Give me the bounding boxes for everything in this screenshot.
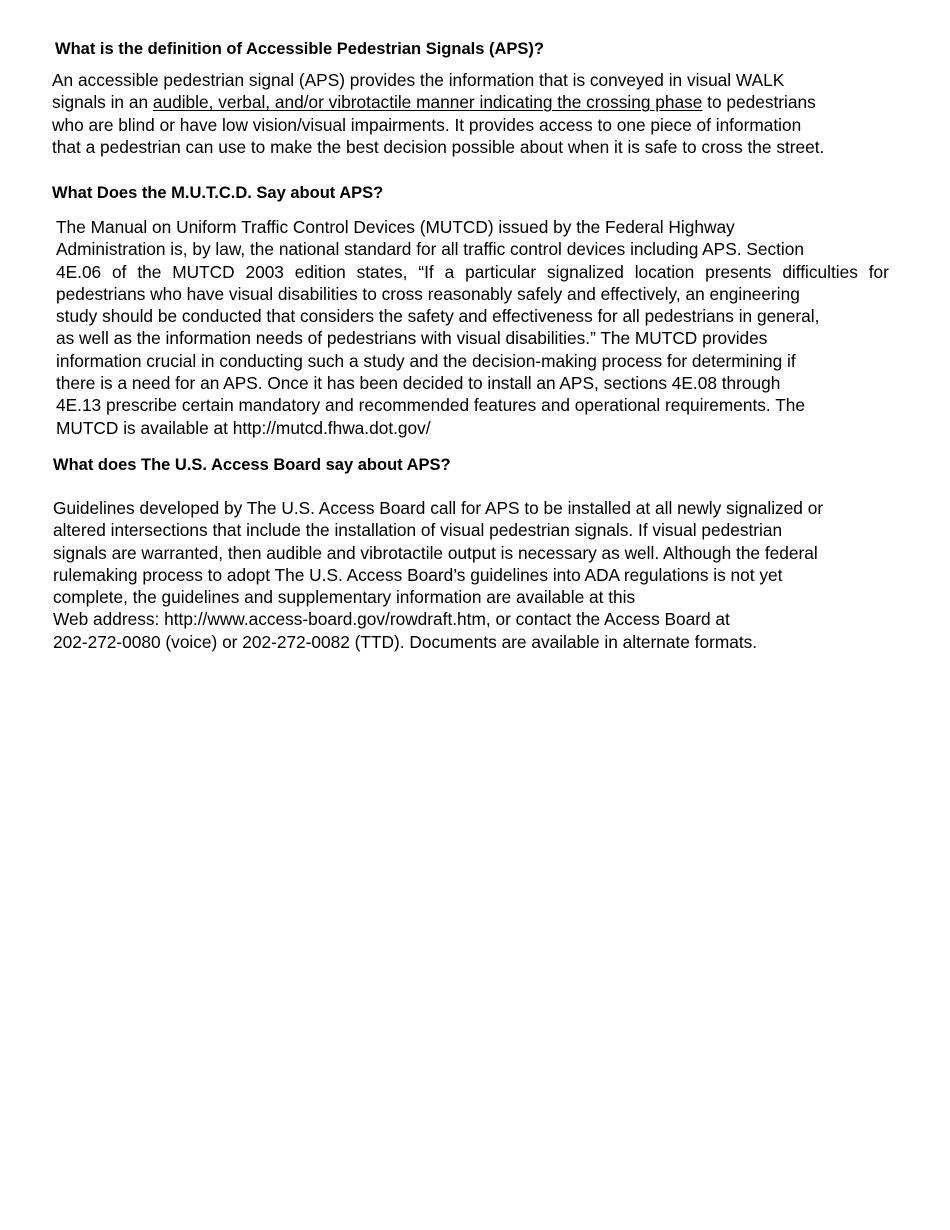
section-heading-access-board: What does The U.S. Access Board say about APS? xyxy=(53,456,451,474)
text-line: as well as the information needs of pedestrians with visual disabilities.” The MUTCD provides xyxy=(56,328,768,349)
justified-word: MUTCD xyxy=(172,261,235,282)
justified-word: signalized xyxy=(547,261,624,282)
text-segment: to pedestrians xyxy=(702,92,816,113)
justified-word: particular xyxy=(465,261,537,282)
text-line: Administration is, by law, the national standard for all traffic control devices including APS. Section xyxy=(56,239,804,260)
section-heading-mutcd: What Does the M.U.T.C.D. Say about APS? xyxy=(52,184,384,202)
justified-word: 2003 xyxy=(245,261,284,282)
justified-word: location xyxy=(634,261,695,282)
justified-text-line xyxy=(56,261,889,283)
justified-word: difficulties xyxy=(782,261,858,282)
justified-word: a xyxy=(444,261,455,282)
justified-word: the xyxy=(137,261,162,282)
text-line: there is a need for an APS. Once it has been decided to install an APS, sections 4E.08 through xyxy=(56,373,781,394)
text-line: rulemaking process to adopt The U.S. Access Board’s guidelines into ADA regulations is not yet xyxy=(53,564,783,585)
text-line: MUTCD is available at http://mutcd.fhwa.dot.gov/ xyxy=(56,417,431,438)
text-line: altered intersections that include the installation of visual pedestrian signals. If visual pedestrian xyxy=(53,520,783,541)
text-line xyxy=(52,91,824,113)
text-line: who are blind or have low vision/visual impairments. It provides access to one piece of information xyxy=(52,114,802,135)
underlined-phrase: audible, verbal, and/or vibrotactile manner indicating the crossing phase xyxy=(152,92,703,113)
text-line: 4E.13 prescribe certain mandatory and recommended features and operational requirements. The xyxy=(56,395,805,416)
text-line: 202-272-0080 (voice) or 202-272-0082 (TTD). Documents are available in alternate formats. xyxy=(53,631,758,652)
text-segment: signals in an xyxy=(52,92,153,113)
text-line: Web address: http://www.access-board.gov/rowdraft.htm, or contact the Access Board at xyxy=(53,609,730,630)
paragraph-access-board xyxy=(53,497,823,653)
paragraph-mutcd xyxy=(56,216,889,439)
justified-word: “If xyxy=(418,261,434,282)
justified-word: for xyxy=(868,261,889,282)
text-line: Guidelines developed by The U.S. Access Board call for APS to be installed at all newly signalized or xyxy=(53,498,824,518)
justified-word: states, xyxy=(356,261,408,282)
paragraph-aps-definition xyxy=(52,69,824,158)
text-line: information crucial in conducting such a study and the decision-making process for determining if xyxy=(56,350,796,371)
justified-word: of xyxy=(112,261,127,282)
section-heading-aps-definition: What is the definition of Accessible Pedestrian Signals (APS)? xyxy=(55,40,544,58)
text-line: that a pedestrian can use to make the best decision possible about when it is safe to cross the street. xyxy=(52,136,825,157)
justified-word: presents xyxy=(705,261,772,282)
text-line: complete, the guidelines and supplementary information are available at this xyxy=(53,587,636,608)
text-line: The Manual on Uniform Traffic Control Devices (MUTCD) issued by the Federal Highway xyxy=(56,217,735,237)
text-line: An accessible pedestrian signal (APS) provides the information that is conveyed in visual WALK xyxy=(52,70,785,90)
justified-word: 4E.06 xyxy=(56,261,102,282)
justified-word: edition xyxy=(294,261,346,282)
text-line: signals are warranted, then audible and vibrotactile output is necessary as well. Although the federal xyxy=(53,542,818,563)
text-line: pedestrians who have visual disabilities to cross reasonably safely and effectively, an engineering xyxy=(56,283,800,304)
text-line: study should be conducted that considers the safety and effectiveness for all pedestrians in general, xyxy=(56,306,820,327)
